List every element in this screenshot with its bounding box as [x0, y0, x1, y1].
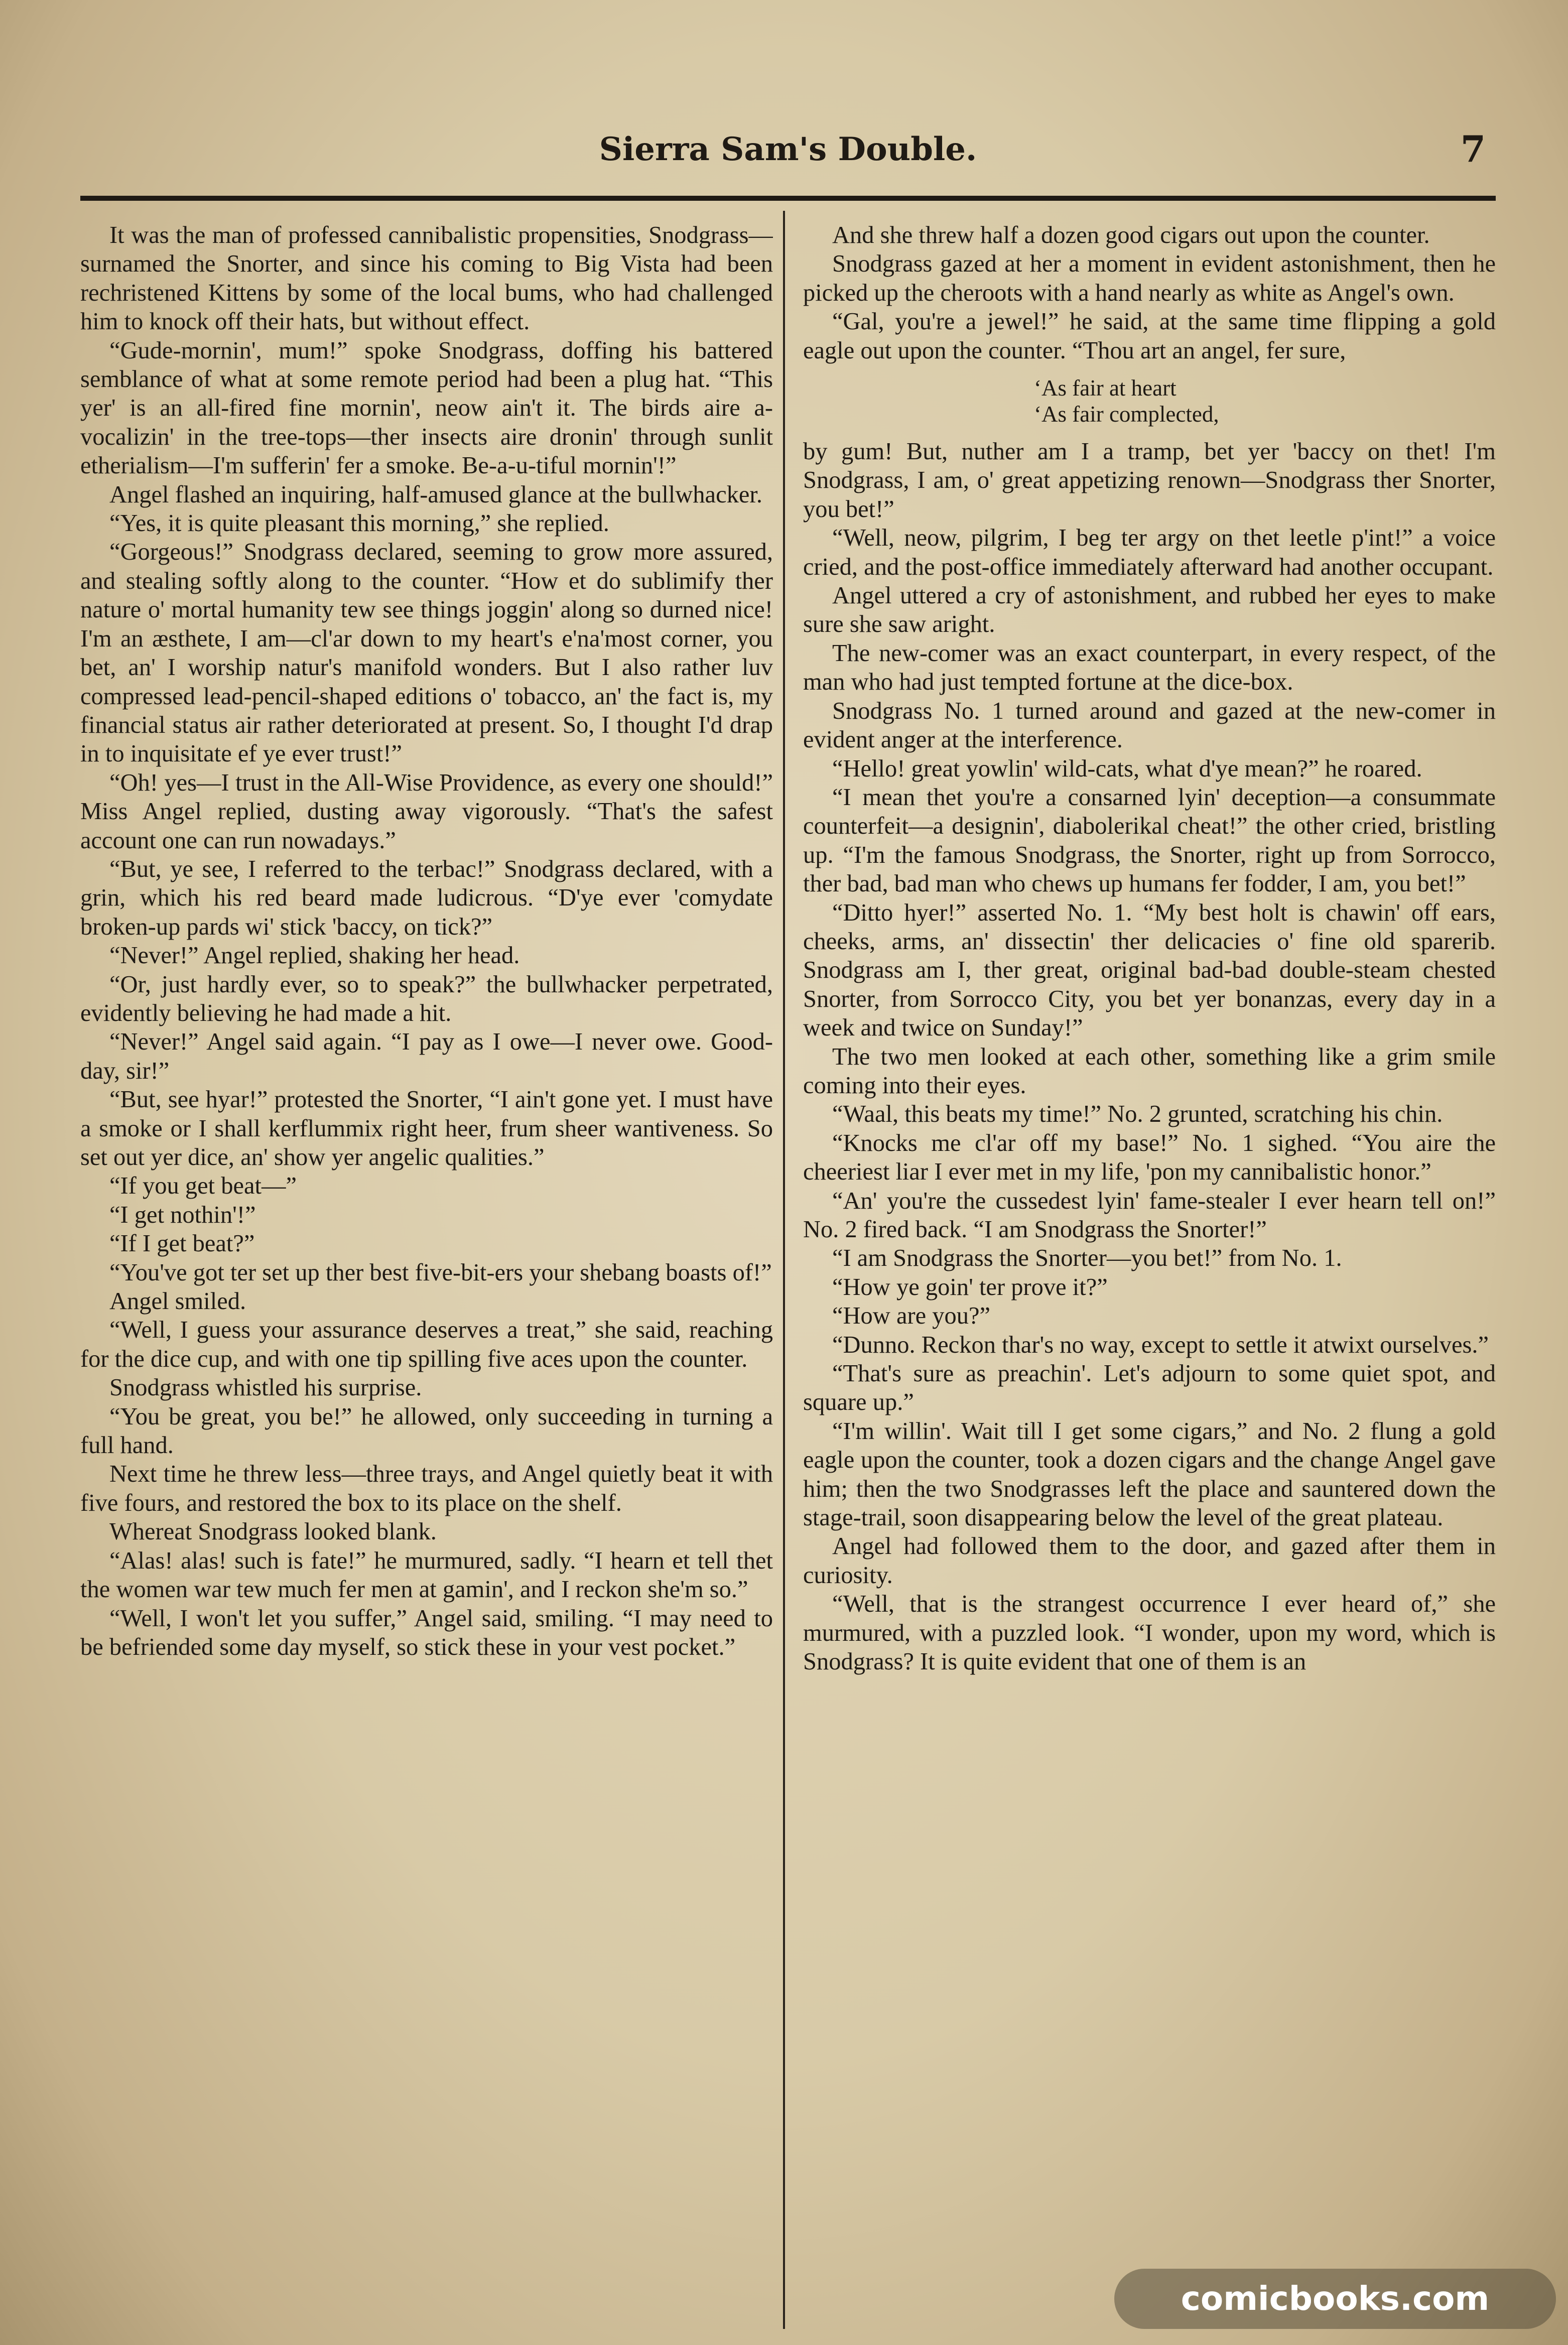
- paragraph: “Ditto hyer!” asserted No. 1. “My best holt is chawin' off ears, cheeks, arms, an' dissectin' ther delicacies o' fine old sparerib. Snodgrass am I, ther great, original bad-bad double-steam chested Snorter, from Sorrocco City, you bet yer bonanzas, every day in a week and twice on Sunday!”: [803, 899, 1496, 1041]
- paragraph: Snodgrass gazed at her a moment in evident astonishment, then he picked up the cheroots with a hand nearly as white as Angel's own.: [803, 250, 1496, 306]
- paragraph: “Well, neow, pilgrim, I beg ter argy on thet leetle p'int!” a voice cried, and the post-office immediately afterward had another occupant.: [803, 525, 1496, 580]
- paragraph: And she threw half a dozen good cigars out upon the counter.: [832, 222, 1430, 248]
- paragraph: “Never!” Angel said again. “I pay as I owe—I never owe. Good-day, sir!”: [80, 1028, 773, 1084]
- paragraph: Next time he threw less—three trays, and Angel quietly beat it with five fours, and restored the box to its place on the shelf.: [80, 1461, 773, 1516]
- paragraph: “Well, that is the strangest occurrence I ever heard of,” she murmured, with a puzzled look. “I wonder, upon my word, which is Snodgrass? It is quite evident that one of them is an: [803, 1591, 1496, 1675]
- paragraph: The two men looked at each other, something like a grim smile coming into their eyes.: [803, 1043, 1496, 1099]
- paragraph: “An' you're the cussedest lyin' fame-stealer I ever hearn tell on!” No. 2 fired back. “I am Snodgrass the Snorter!”: [803, 1187, 1496, 1243]
- verse-line: ‘As fair at heart: [1034, 375, 1177, 401]
- paragraph: “But, see hyar!” protested the Snorter, “I ain't gone yet. I must have a smoke or I shall kerflummix right heer, frum sheer wantiveness. So set out yer dice, an' show yer angelic qualities.”: [80, 1086, 773, 1170]
- paragraph: “You be great, you be!” he allowed, only succeeding in turning a full hand.: [80, 1403, 773, 1459]
- paragraph: Angel had followed them to the door, and gazed after them in curiosity.: [803, 1533, 1496, 1589]
- paragraph: Snodgrass No. 1 turned around and gazed at the new-comer in evident anger at the interference.: [803, 697, 1496, 753]
- paragraph: Angel uttered a cry of astonishment, and rubbed her eyes to make sure she saw aright.: [803, 582, 1496, 638]
- paragraph: “You've got ter set up ther best five-bit-ers your shebang boasts of!”: [109, 1259, 772, 1286]
- paragraph: “Oh! yes—I trust in the All-Wise Providence, as every one should!” Miss Angel replied, dusting away vigorously. “That's the safest account one can run nowadays.”: [80, 769, 773, 854]
- paragraph: “Well, I guess your assurance deserves a treat,” she said, reaching for the dice cup, and with one tip spilling five aces upon the counter.: [80, 1317, 773, 1372]
- paragraph: “If I get beat?”: [109, 1230, 255, 1257]
- paragraph: “Gal, you're a jewel!” he said, at the same time flipping a gold eagle out upon the counter. “Thou art an angel, fer sure,: [803, 308, 1496, 364]
- paragraph: “Or, just hardly ever, so to speak?” the bullwhacker perpetrated, evidently believing he had made a hit.: [80, 971, 773, 1026]
- paragraph: Snodgrass whistled his surprise.: [109, 1374, 422, 1401]
- paragraph: “Alas! alas! such is fate!” he murmured, sadly. “I hearn et tell thet the women war tew much fer men at gamin', and I reckon she'm so.”: [80, 1547, 773, 1603]
- paragraph: “I am Snodgrass the Snorter—you bet!” from No. 1.: [832, 1245, 1342, 1272]
- page-header: [80, 120, 1496, 181]
- paragraph: “Knocks me cl'ar off my base!” No. 1 sighed. “You aire the cheeriest liar I ever met in my life, 'pon my cannibalistic honor.”: [803, 1129, 1496, 1186]
- running-head-title: Sierra Sam's Double.: [599, 131, 977, 168]
- column-divider: [783, 211, 785, 2329]
- paragraph: “Gude-mornin', mum!” spoke Snodgrass, doffing his battered semblance of what at some remote period had been a plug hat. “This yer' is an all-fired fine mornin', neow ain't it. The birds aire a-vocalizin' in the tree-tops—ther insects aire dronin' through sunlit etherialism—I'm sufferin' fer a smoke. Be-a-u-tiful mornin'!”: [80, 337, 773, 479]
- paragraph: Angel smiled.: [109, 1288, 246, 1315]
- paragraph: “If you get beat—”: [109, 1172, 297, 1200]
- paragraph: “I get nothin'!”: [109, 1201, 256, 1228]
- site-watermark: comicbooks.com: [1114, 2269, 1556, 2329]
- paragraph: “Gorgeous!” Snodgrass declared, seeming to grow more assured, and stealing softly along to the counter. “How et do sublimify ther nature o' mortal humanity tew see things joggin' along so durned nice! I'm an æsthete, I am—cl'ar down to my heart's e'na'most corner, you bet, an' I worship natur's manifold wonders. But I also rather luv compressed lead-pencil-shaped editions o' tobacco, an' the fact is, my financial status air rather deteriorated at present. So, I thought I'd drap in to inquisitate ef ye ever trust!”: [80, 539, 773, 767]
- right-column: [803, 221, 1496, 2299]
- paragraph: “Yes, it is quite pleasant this morning,” she replied.: [109, 510, 609, 537]
- paragraph: Angel flashed an inquiring, half-amused glance at the bullwhacker.: [109, 481, 762, 508]
- left-column: [80, 221, 773, 2299]
- paragraph: Whereat Snodgrass looked blank.: [109, 1518, 437, 1545]
- paragraph: “Dunno. Reckon thar's no way, except to settle it atwixt ourselves.”: [832, 1331, 1489, 1358]
- verse-line: ‘As fair complected,: [1034, 402, 1219, 427]
- paragraph: “That's sure as preachin'. Let's adjourn to some quiet spot, and square up.”: [803, 1360, 1496, 1416]
- paragraph: by gum! But, nuther am I a tramp, bet yer 'baccy on thet! I'm Snodgrass, I am, o' great appetizing renown—Snodgrass ther Snorter, you bet!”: [803, 438, 1496, 523]
- paragraph: The new-comer was an exact counterpart, in every respect, of the man who had just tempted fortune at the dice-box.: [803, 639, 1496, 696]
- paragraph: “Waal, this beats my time!” No. 2 grunted, scratching his chin.: [832, 1101, 1443, 1128]
- header-rule: [80, 196, 1496, 201]
- paragraph: “Never!” Angel replied, shaking her head.: [109, 942, 520, 969]
- paragraph: “How are you?”: [832, 1302, 991, 1330]
- paragraph: “How ye goin' ter prove it?”: [832, 1273, 1108, 1300]
- paragraph: It was the man of professed cannibalistic propensities, Snodgrass—surnamed the Snorter, and since his coming to Big Vista had been rechristened Kittens by some of the local bums, who had challenged him to knock off their hats, but without effect.: [80, 222, 773, 335]
- page-number: 7: [1460, 127, 1486, 170]
- paragraph: “But, ye see, I referred to the terbac!” Snodgrass declared, with a grin, which his red beard made ludicrous. “D'ye ever 'comydate broken-up pards wi' stick 'baccy, on tick?”: [80, 855, 773, 940]
- paragraph: “Hello! great yowlin' wild-cats, what d'ye mean?” he roared.: [832, 755, 1422, 782]
- verse-quote: [803, 375, 1496, 427]
- paragraph: “I mean thet you're a consarned lyin' deception—a consummate counterfeit—a designin', diabolerikal cheat!” the other cried, bristling up. “I'm the famous Snodgrass, the Snorter, right up from Sorrocco, ther bad, bad man who chews up humans fer fodder, I am, you bet!”: [803, 784, 1496, 897]
- paragraph: “Well, I won't let you suffer,” Angel said, smiling. “I may need to be befriended some day myself, so stick these in your vest pocket.”: [80, 1605, 773, 1660]
- paragraph: “I'm willin'. Wait till I get some cigars,” and No. 2 flung a gold eagle upon the counter, took a dozen cigars and the change Angel gave him; then the two Snodgrasses left the place and sauntered down the stage-trail, soon disappearing below the level of the great plateau.: [803, 1417, 1496, 1531]
